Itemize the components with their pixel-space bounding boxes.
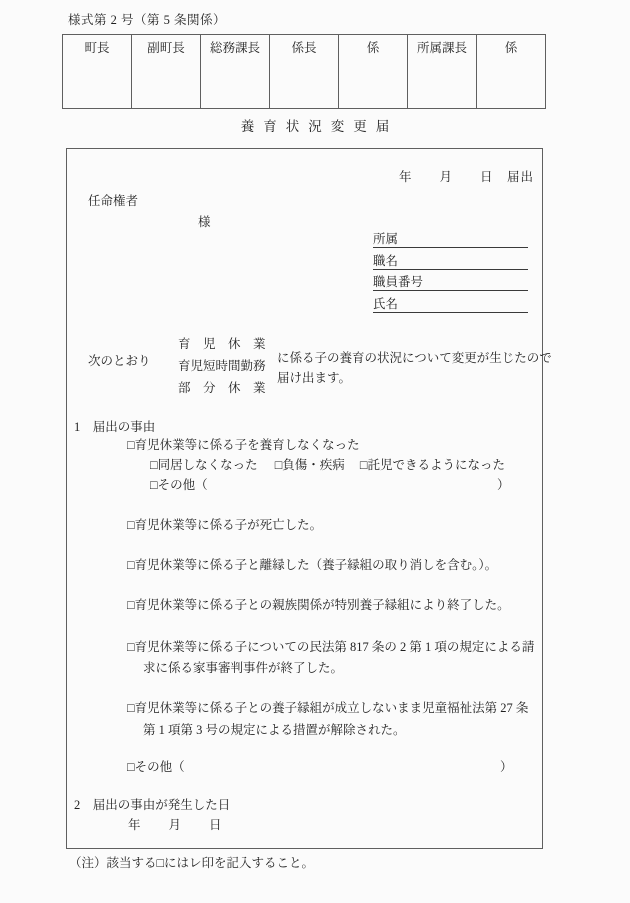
approval-cell-deputy-mayor: 副町長: [132, 35, 201, 109]
name-field[interactable]: [373, 296, 528, 313]
checkbox-stopped-raising[interactable]: □: [127, 438, 135, 452]
sub-other-label: その他（: [157, 478, 208, 492]
sub-option-no-longer-cohabiting: [150, 458, 258, 472]
occurrence-date-field[interactable]: 年 月 日: [128, 818, 223, 832]
declaration-lead: 次のとおり: [88, 354, 151, 368]
checkbox-court-case-ended[interactable]: □: [127, 640, 135, 654]
approval-cell-affiliated-section-chief: 所属課長: [408, 35, 477, 109]
form-body-box: [66, 148, 552, 849]
reason-item-court-case-ended-line1: [127, 639, 534, 655]
declaration-statement: [277, 348, 552, 388]
approval-cell-mayor: 町長: [63, 35, 132, 109]
leave-type-childcare-leave: 育 児 休 業: [178, 337, 266, 351]
leave-type-shorter-hours: 育児短時間勤務: [178, 359, 266, 373]
reason-item-measure-cancelled-line1: [127, 700, 528, 716]
checkbox-kinship-ended[interactable]: □: [127, 598, 135, 612]
reason-item-court-case-ended-line2: [143, 660, 343, 676]
name-label: 氏名: [373, 297, 399, 311]
checkbox-adoption-dissolved[interactable]: □: [127, 558, 135, 572]
reason-sub-options-row: [150, 457, 505, 473]
approval-stamp-table: [62, 34, 546, 109]
form-code: 様式第 2 号（第 5 条関係）: [68, 13, 227, 27]
reason-item-adoption-dissolved: [127, 557, 497, 573]
reason-item-stopped-raising: [127, 437, 360, 453]
approval-cell-section-chief: 係長: [270, 35, 339, 109]
reason-item-measure-cancelled-line2: [143, 722, 406, 738]
checkbox-sub-other[interactable]: □: [150, 478, 158, 492]
other-close-paren: ）: [500, 760, 513, 774]
checkbox-measure-cancelled[interactable]: □: [127, 701, 135, 715]
approval-cell-general-affairs-chief: 総務課長: [201, 35, 270, 109]
reason-item-other-row: [127, 759, 542, 775]
checkbox-no-longer-cohabiting[interactable]: □: [150, 458, 158, 472]
section1-heading: 1 届出の事由: [74, 420, 156, 434]
childcare-available-label: 託児できるようになった: [367, 458, 505, 472]
injury-illness-label: 負傷・疾病: [282, 458, 345, 472]
measure-cancelled-label-line1: 育児休業等に係る子との養子縁組が成立しないまま児童福祉法第 27 条: [134, 701, 529, 715]
section2-heading: 2 届出の事由が発生した日: [74, 798, 231, 812]
court-case-ended-label-line1: 育児休業等に係る子についての民法第 817 条の 2 第 1 項の規定による請: [134, 640, 535, 654]
document-title: 養育状況変更届: [240, 119, 399, 134]
sub-other-close-paren: ）: [497, 478, 510, 492]
position-title-field[interactable]: [373, 253, 528, 270]
leave-type-options: [178, 333, 266, 399]
reason-sub-other-row: [150, 477, 540, 493]
reason-item-child-died: [127, 517, 322, 533]
employee-number-label: 職員番号: [373, 275, 424, 289]
affiliation-label: 所属: [373, 232, 399, 246]
checkbox-child-died[interactable]: □: [127, 518, 135, 532]
honorific-label: 様: [198, 215, 211, 229]
reason-item-kinship-ended: [127, 597, 510, 613]
sub-option-injury-illness: [275, 458, 345, 472]
checkbox-injury-illness[interactable]: □: [274, 458, 283, 472]
measure-cancelled-label-line2: 第 1 項第 3 号の規定による措置が解除された。: [143, 723, 406, 737]
other-label: その他（: [134, 760, 185, 774]
no-longer-cohabiting-label: 同居しなくなった: [157, 458, 258, 472]
checkbox-other[interactable]: □: [127, 760, 135, 774]
sub-option-childcare-available: [360, 458, 505, 472]
child-died-label: 育児休業等に係る子が死亡した。: [134, 518, 323, 532]
reason-stopped-raising-label: 育児休業等に係る子を養育しなくなった: [134, 438, 360, 452]
declaration-statement-line1: に係る子の養育の状況について変更が生じたので: [277, 351, 552, 365]
footnote: （注）該当する□にはレ印を記入すること。: [69, 856, 315, 870]
approval-cell-staff-1: 係: [339, 35, 408, 109]
affiliation-field[interactable]: [373, 231, 528, 248]
leave-type-partial-leave: 部 分 休 業: [178, 381, 266, 395]
position-title-label: 職名: [373, 254, 399, 268]
declaration-statement-line2: 届け出ます。: [277, 371, 352, 385]
adoption-dissolved-label: 育児休業等に係る子と離縁した（養子縁組の取り消しを含む。）。: [134, 558, 498, 572]
kinship-ended-label: 育児休業等に係る子との親族関係が特別養子縁組により終了した。: [134, 598, 510, 612]
court-case-ended-label-line2: 求に係る家事審判事件が終了した。: [143, 661, 344, 675]
employee-number-field[interactable]: [373, 274, 528, 291]
appointing-authority-label: 任命権者: [88, 194, 139, 208]
approval-cell-staff-2: 係: [477, 35, 546, 109]
submission-date-field[interactable]: 年 月 日 届出: [398, 170, 534, 184]
checkbox-childcare-available[interactable]: □: [359, 458, 368, 472]
